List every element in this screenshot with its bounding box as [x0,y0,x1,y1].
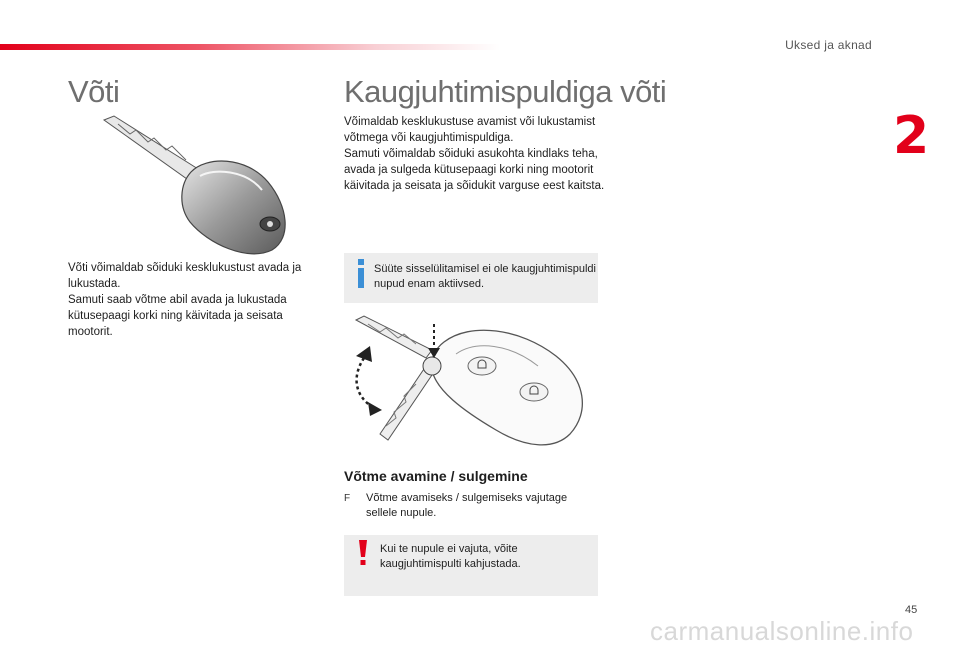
info-note-text: Süüte sisselülitamisel ei ole kaugjuhtimispuldi nupud enam aktiivsed. [374,263,596,290]
warning-note-text: Kui te nupule ei vajuta, võite kaugjuhtimispulti kahjustada. [380,543,521,570]
key-illustration-icon [96,112,296,257]
remote-key-description: Võimaldab kesklukustuse avamist või lukustamist võtmega või kaugjuhtimispuldiga. Samuti võimaldab sõiduki asukohta kindlaks teha, avada ja sulgeda kütusepaagi korki ning mootorit käivitada ja seisata ja sõidukit varguse eest kaitsta. [344,116,605,192]
section-title: Uksed ja aknad [785,38,872,52]
key-description: Võti võimaldab sõiduki kesklukustust avada ja lukustada. Samuti saab võtme abil avada ja lukustada kütusepaagi korki ning käivitada ja seisata mootorit. [68,262,302,338]
warning-icon [356,540,370,566]
page-number: 45 [905,604,918,616]
remote-key-title: Kaugjuhtimispuldiga võti [344,74,667,109]
warning-note [344,535,598,596]
chapter-number: 2 [893,106,930,166]
header-accent-bar [0,44,500,50]
key-title: Võti [68,74,120,109]
info-icon [356,259,366,289]
instruction-text: Võtme avamiseks / sulgemiseks vajutage sellele nupule. [366,492,568,519]
lock-unlock-subheading: Võtme avamine / sulgemine [344,468,528,484]
bullet-icon: F [344,493,351,504]
remote-key-illustration-icon [350,314,590,460]
watermark: carmanualsonline.info [650,616,914,646]
info-note [344,253,598,303]
